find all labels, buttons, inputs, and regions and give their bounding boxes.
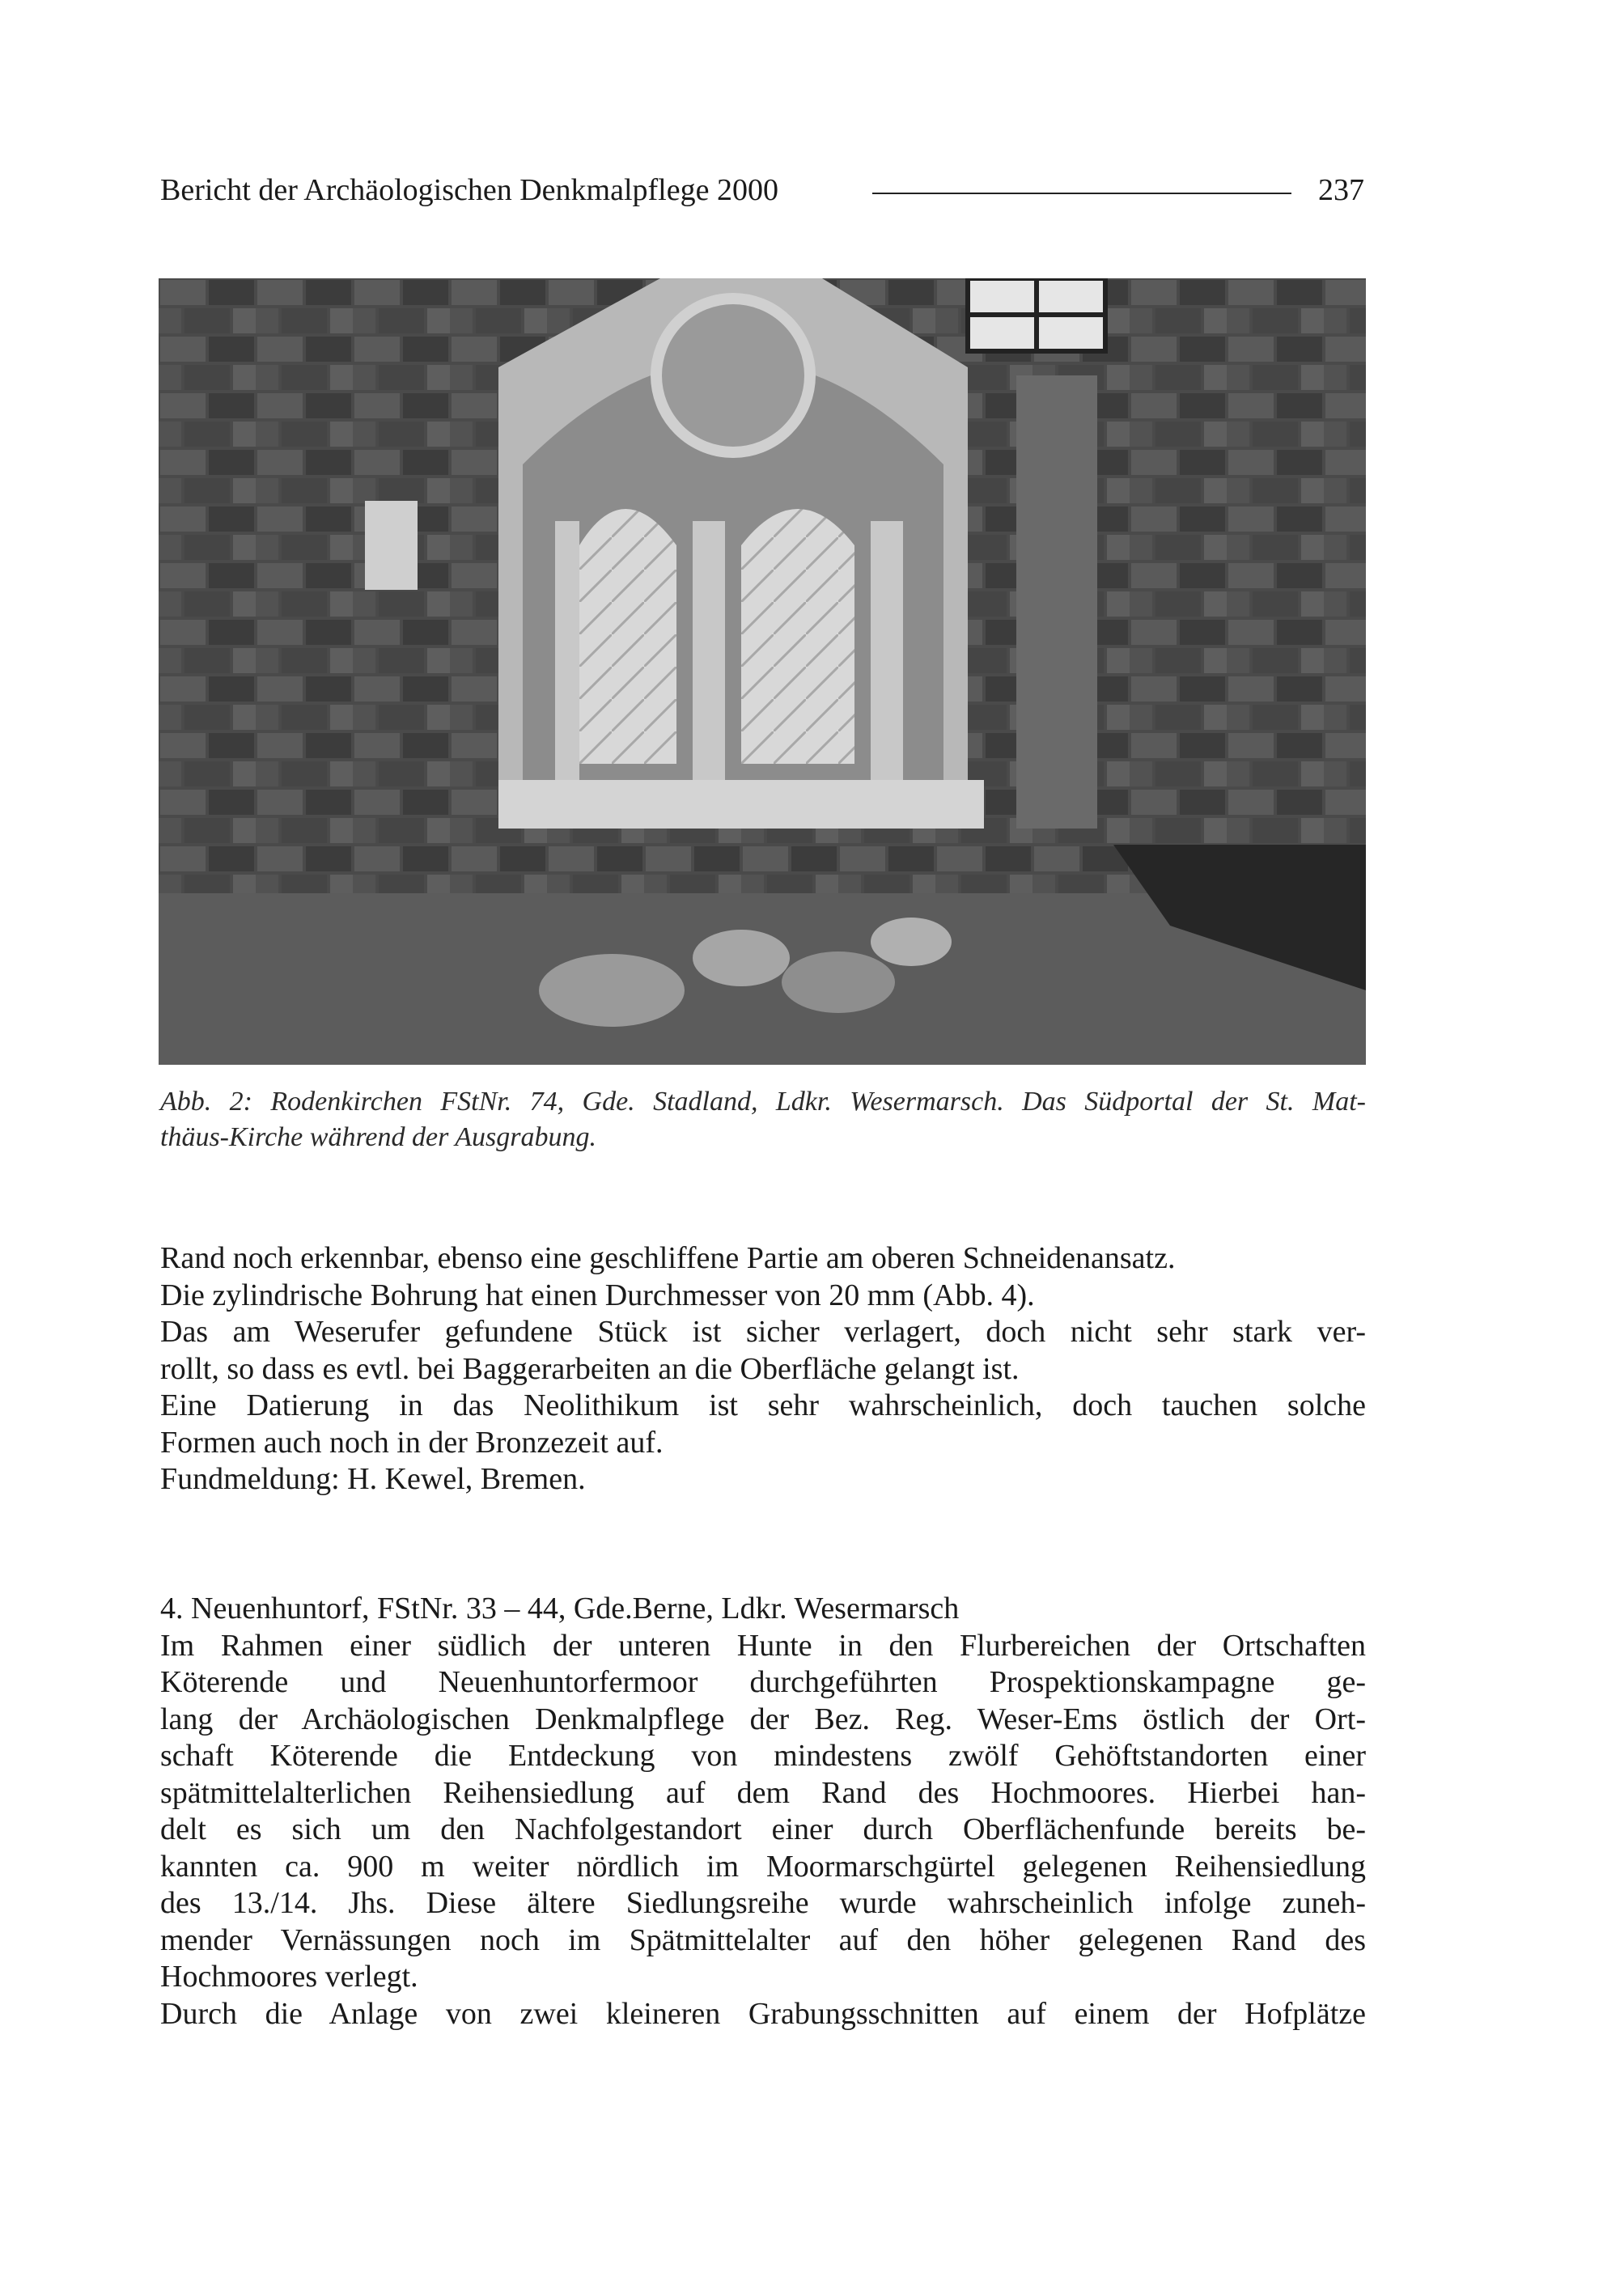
text-line: mender Vernässungen noch im Spätmittelalter auf den höher gelegenen Rand des (160, 1922, 1366, 1957)
caption-line: Abb. 2: Rodenkirchen FStNr. 74, Gde. Stadland, Ldkr. Wesermarsch. Das Südportal der St. Mat- (160, 1087, 1366, 1117)
stone-pillar (1016, 375, 1097, 829)
figure-photo (159, 278, 1366, 1065)
text-line: kannten ca. 900 m weiter nördlich im Moormarschgürtel gelegenen Reihensiedlung (160, 1849, 1366, 1884)
text-line: Die zylindrische Bohrung hat einen Durchmesser von 20 mm (Abb. 4). (160, 1278, 1035, 1312)
text-line: Köterende und Neuenhuntorfermoor durchgeführten Prospektionskampagne ge- (160, 1665, 1366, 1699)
text-line: spätmittelalterlichen Reihensiedlung auf dem Rand des Hochmoores. Hierbei han- (160, 1775, 1366, 1810)
text-line: Fundmeldung: H. Kewel, Bremen. (160, 1462, 586, 1496)
text-line: schaft Köterende die Entdeckung von mindestens zwölf Gehöftstandorten einer (160, 1739, 1366, 1773)
body-paragraph-1 (160, 1240, 1366, 1498)
text-line: rollt, so dass es evtl. bei Baggerarbeiten an die Oberfläche gelangt ist. (160, 1351, 1020, 1386)
header-rule (872, 193, 1291, 194)
section-heading: 4. Neuenhuntorf, FStNr. 33 – 44, Gde.Berne, Ldkr. Wesermarsch (160, 1592, 960, 1625)
text-line: Hochmoores verlegt. (160, 1960, 418, 1994)
door-left (579, 509, 676, 764)
text-line: des 13./14. Jhs. Diese ältere Siedlungsreihe wurde wahrscheinlich infolge zuneh- (160, 1886, 1366, 1920)
text-line: Rand noch erkennbar, ebenso eine geschliffene Partie am oberen Schneidenansatz. (160, 1241, 1176, 1275)
text-line: Das am Weserufer gefundene Stück ist sicher verlagert, doch nicht sehr stark ver- (160, 1315, 1366, 1349)
text-line: Formen auch noch in der Bronzezeit auf. (160, 1425, 664, 1460)
door-right (741, 509, 854, 764)
text-line: Im Rahmen einer südlich der unteren Hunte in den Flurbereichen der Ortschaften (160, 1628, 1366, 1663)
running-title: Bericht der Archäologischen Denkmalpflege 2000 (160, 173, 778, 207)
quatrefoil-window (656, 299, 810, 452)
text-line: Eine Datierung in das Neolithikum ist sehr wahrscheinlich, doch tauchen solche (160, 1388, 1366, 1422)
caption-line: thäus-Kirche während der Ausgrabung. (160, 1122, 596, 1152)
figure-caption (160, 1084, 1366, 1155)
portal-photo-illustration (159, 278, 1366, 1065)
text-line: Durch die Anlage von zwei kleineren Grabungsschnitten auf einem der Hofplätze (160, 1996, 1366, 2031)
page-number: 237 (1318, 173, 1364, 207)
running-head (160, 166, 1364, 214)
text-line: lang der Archäologischen Denkmalpflege der Bez. Reg. Weser-Ems östlich der Ort- (160, 1702, 1366, 1736)
text-line: delt es sich um den Nachfolgestandort einer durch Oberflächenfunde bereits be- (160, 1812, 1366, 1846)
wall-plaque (365, 501, 418, 590)
body-paragraph-2 (160, 1591, 1366, 2032)
